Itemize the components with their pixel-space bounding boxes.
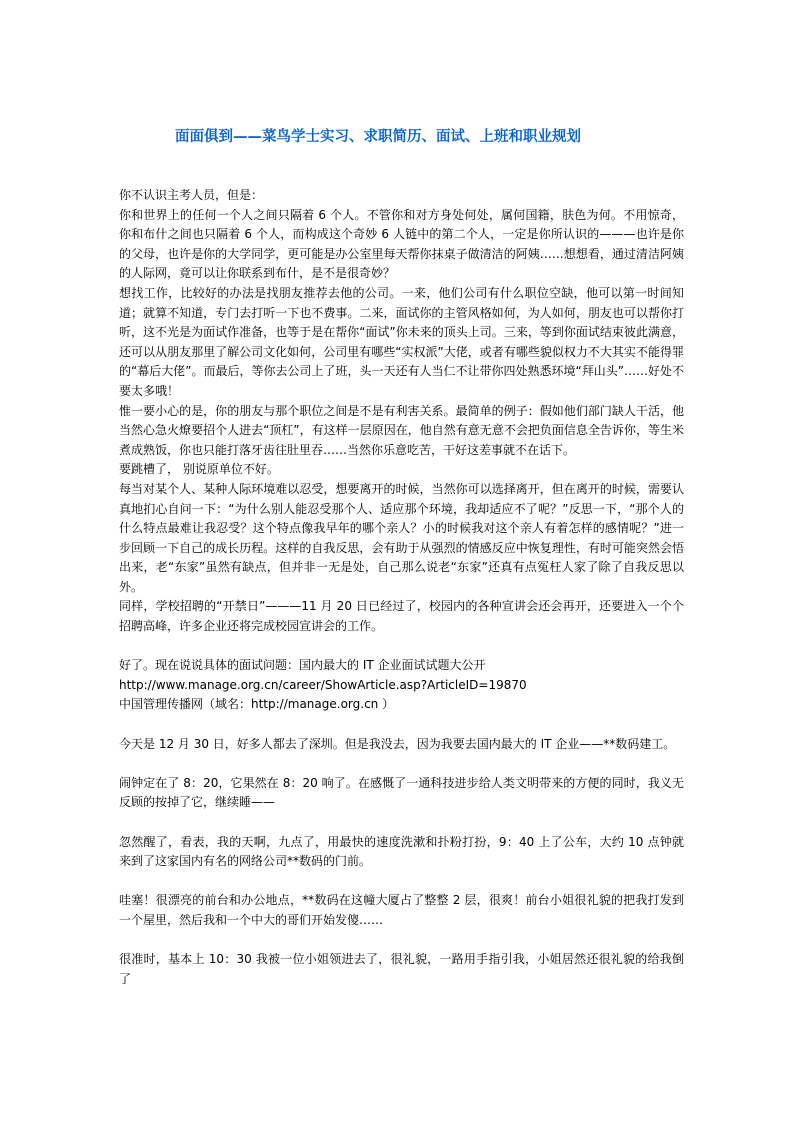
url-text: http://www.manage.org.cn/career/ShowArticle.asp?ArticleID=19870: [119, 677, 527, 692]
document-body: [119, 186, 684, 989]
paragraph: 哇塞！很漂亮的前台和办公地点，**数码在这幢大厦占了整整 2 层，很爽！前台小姐很礼貌的把我打发到一个屋里，然后我和一个中大的哥们开始发傻……: [119, 893, 684, 927]
blank-line: [119, 931, 684, 951]
paragraph: 同样，学校招聘的“开禁日”———11 月 20 日已经过了，校园内的各种宣讲会还会再开，还要进入一个个招聘高峰，许多企业还将完成校园宣讲会的工作。: [119, 599, 684, 634]
blank-line: [119, 637, 684, 657]
paragraph: 你和世界上的任何一个人之间只隔着 6 个人。不管你和对方身处何处，属何国籍，肤色为何。不用惊奇，你和布什之间也只隔着 6 个人，而构成这个奇妙 6 人链中的第二个人，一定是你所认识的———也许是你的父母，也许是你的大学同学，更可能是办公室里每天帮你抹桌子做清洁的阿姨……想想看，通过清洁阿姨的人际网，竟可以让你联系到布什，是不是很奇妙？: [119, 207, 684, 281]
paragraph: 忽然醒了，看表，我的天啊，九点了，用最快的速度洗漱和扑粉打扮，9：40 上了公车，大约 10 点钟就来到了这家国内有名的网络公司**数码的门前。: [119, 834, 684, 869]
blank-line: [119, 813, 684, 833]
paragraph: 很准时，基本上 10：30 我被一位小姐领进去了，很礼貌，一路用手指引我，小姐居然还很礼貌的给我倒了: [119, 952, 685, 986]
paragraph: 想找工作，比较好的办法是找朋友推荐去他的公司。一来，他们公司有什么职位空缺，他可以第一时间知道；就算不知道，专门去打听一下也不费事。二来，面试你的主管风格如何，为人如何，朋友也可以帮你打听，这不光是为面试作准备，也等于是在帮你“面试”你未来的顶头上司。三来，等到你面试结束彼此满意，还可以从朋友那里了解公司文化如何，公司里有哪些“实权派”大佬，或者有哪些貌似权力不大其实不能得罪的“幕后大佬”。而最后，等你去公司上了班，头一天还有人当仁不让带你四处熟悉环境“拜山头”……好处不要太多哦！: [119, 285, 684, 398]
document-title: 面面俱到——菜鸟学士实习、求职简历、面试、上班和职业规划: [175, 129, 581, 145]
paragraph: 中国管理传播网（域名：http://manage.org.cn ）: [119, 697, 395, 712]
paragraph: 惟一要小心的是，你的朋友与那个职位之间是不是有利害关系。最简单的例子：假如他们部门缺人干活，他当然心急火燎要招个人进去“顶杠”，有这样一层原因在，他自然有意无意不会把负面信息全告诉你，等生米煮成熟饭，你也只能打落牙齿往肚里吞……当然你乐意吃苦，干好这差事就不在话下。: [119, 403, 684, 457]
paragraph: 要跳槽了， 别说原单位不好。: [119, 462, 279, 477]
blank-line: [119, 872, 684, 892]
paragraph: 每当对某个人、某种人际环境难以忍受，想要离开的时候，当然你可以选择离开，但在离开的时候，需要认真地扪心自问一下：“为什么别人能忍受那个人、适应那个环境，我却适应不了呢？”反思一下，“那个人的什么特点最难让我忍受？这个特点像我早年的哪个亲人？小的时候我对这个亲人有着怎样的感情呢？”进一步回顾一下自己的成长历程。这样的自我反思，会有助于从强烈的情感反应中恢复理性，有时可能突然会悟出来，老“东家”虽然有缺点，但并非一无是处，自己那么说老“东家”还真有点冤枉人家了除了自我反思以外。: [119, 481, 684, 594]
paragraph: 闹钟定在了 8：20，它果然在 8：20 响了。在感慨了一通科技进步给人类文明带来的方便的同时，我义无反顾的按掉了它，继续睡——: [119, 775, 684, 810]
paragraph: 好了。现在说说具体的面试问题：国内最大的 IT 企业面试试题大公开: [119, 658, 486, 673]
blank-line: [119, 715, 684, 735]
paragraph: 你不认识主考人员，但是：: [119, 188, 264, 202]
blank-line: [119, 754, 684, 774]
paragraph: 今天是 12 月 30 日，好多人都去了深圳。但是我没去，因为我要去国内最大的 IT 企业——**数码建工。: [119, 736, 676, 751]
